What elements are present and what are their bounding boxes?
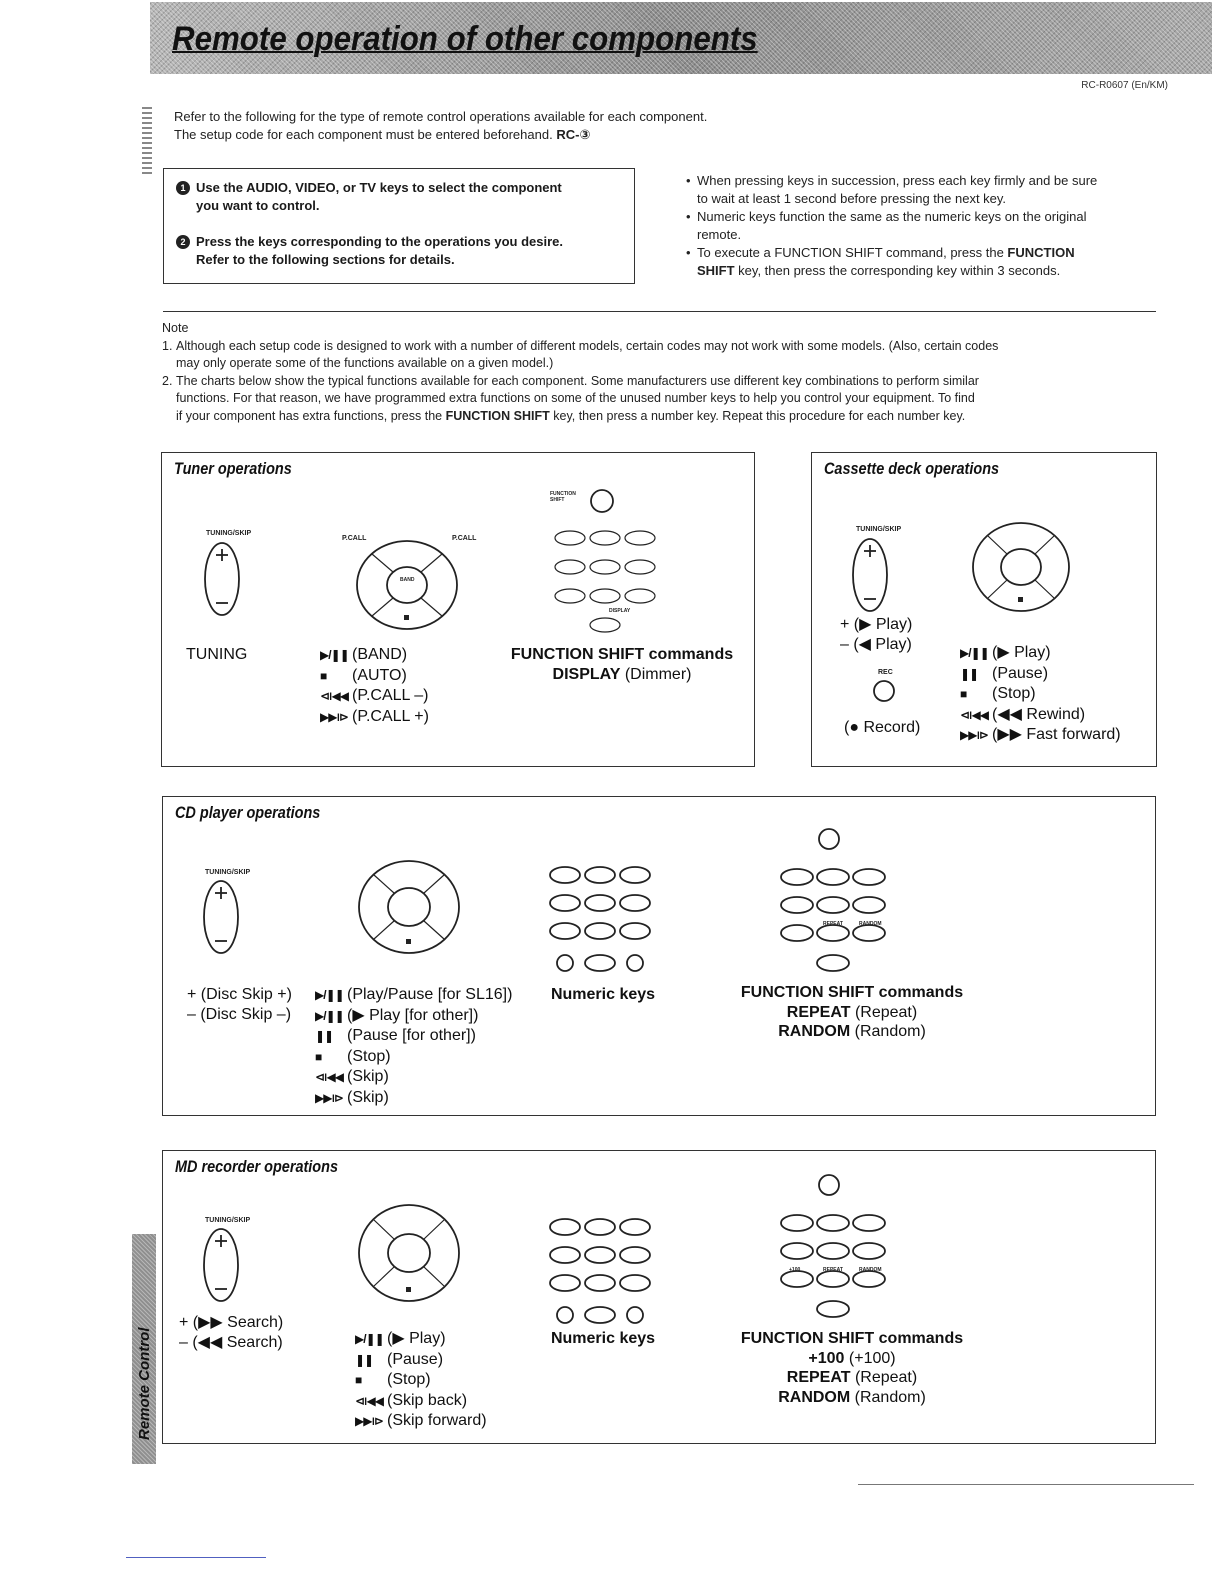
list-item [355,1411,487,1432]
key-function: (▶▶ Fast forward) [992,726,1121,743]
tip-line [697,244,1156,262]
tip-1 [686,172,1156,208]
key-function: (◀◀ Rewind) [992,705,1086,723]
md-numeric-label [543,1329,663,1349]
numeric-keys-label: Numeric keys [550,986,656,1003]
fs-function: (Repeat) [850,1369,918,1386]
key-symbol: ⧏◀◀ [320,689,349,703]
note-line: may only operate some of the functions available on a given model.) [176,356,554,370]
list-item [320,707,429,728]
fs-key: REPEAT [786,1369,851,1386]
fs-title: FUNCTION SHIFT commands [740,1330,964,1347]
cd-numeric-label [543,985,663,1005]
display-key-label: DISPLAY [609,608,631,614]
tip-text: key, then press the corresponding key within 3 seconds. [734,263,1061,278]
tip-bold: FUNCTION [1007,245,1075,260]
key-symbol: ▶/❚❚ [960,646,989,660]
tip-line: • Numeric keys function the same as the numeric keys on the original [697,209,1087,224]
page-title: Remote operation of other components [172,20,758,58]
tuning-skip-label: TUNING/SKIP [206,530,252,537]
transport-pad [350,537,464,633]
key-symbol: ▶▶⧐ [355,1414,384,1428]
fs-function: (Dimmer) [620,665,692,683]
list-item [315,1067,512,1088]
rec-key [872,679,896,703]
note-2 [162,373,1156,426]
fs-function: (Random) [850,1388,926,1406]
tip-line: to wait at least 1 second before pressing the next key. [697,191,1007,206]
tip-bold: SHIFT [697,263,735,278]
tip-2 [686,208,1156,244]
fs-key: REPEAT [786,1003,851,1021]
function-shift-text: SHIFT [550,497,565,503]
key-symbol: ❚❚ [315,1029,334,1043]
note-index: 2. [162,373,173,388]
tuner-key-list [320,645,429,727]
minus-key-label: – (Disc Skip –) [187,1006,292,1023]
key-function: (Skip forward) [387,1412,487,1429]
tuning-skip-key [200,539,244,619]
list-item [355,1329,487,1350]
note-line: Although each setup code is designed to work with a number of different models, certain codes may not work with some models. (Also, certain codes [176,338,999,353]
step-2 [176,233,622,269]
intro-line-2 [174,126,707,144]
rec-key-label: REC [878,669,893,676]
cassette-title: Cassette deck operations [824,459,1000,478]
key-symbol: ▶/❚❚ [315,988,344,1002]
fs-function: (+100) [844,1349,896,1367]
key-symbol: ▶/❚❚ [315,1008,344,1023]
plus-key-label: + (▶▶ Search) [179,1314,284,1331]
note-line: functions. For that reason, we have programmed extra functions on some of the unused number keys to help you control your equipment. To find [176,391,975,405]
plus-key-label: + (▶ Play) [840,616,913,633]
fs-function: (Repeat) [850,1003,918,1021]
key-function: (BAND) [352,646,408,663]
record-label: (● Record) [844,719,921,736]
key-symbol: ▶▶⧐ [960,728,989,742]
key-function: (Skip back) [387,1391,468,1409]
key-symbol: ■ [355,1373,362,1387]
key-symbol: ⧏◀◀ [315,1070,344,1084]
cassette-key-list [960,643,1121,746]
md-title: MD recorder operations [175,1157,339,1176]
cd-title: CD player operations [175,803,321,822]
key-function: (Pause [for other]) [347,1027,476,1044]
tuning-skip-key [199,877,243,957]
key-symbol: ❚❚ [960,666,979,681]
step-number: 1 [176,181,190,195]
note-text: if your component has extra functions, press the [176,408,446,423]
divider [163,311,1156,312]
step-text: Press the keys corresponding to the operations you desire. [196,234,563,249]
model-code: RC-R0607 (En/KM) [1081,80,1168,91]
numeric-keys-label: Numeric keys [550,1330,656,1347]
list-item [315,985,512,1006]
function-shift-keypad [777,1173,913,1323]
note-1 [162,338,1156,373]
key-function: (Stop) [992,685,1036,702]
bottom-blue-rule [126,1557,266,1558]
md-panel [162,1150,1156,1444]
tip-line: • When pressing keys in succession, press each key firmly and be sure [697,173,1098,188]
fs-key: +100 [808,1349,845,1367]
transport-pad [353,857,465,957]
key-function: (P.CALL +) [352,707,429,725]
key-function: (▶ Play [for other]) [347,1006,479,1024]
bottom-rule [858,1484,1194,1485]
fs-title: FUNCTION SHIFT commands [510,646,734,663]
list-item [355,1391,487,1412]
list-item [315,1006,512,1027]
key-function: (Skip) [347,1068,389,1085]
md-key-list [355,1329,487,1432]
steps-box [163,168,635,284]
step-text: you want to control. [196,198,320,213]
key-symbol: ▶/❚❚ [355,1332,384,1346]
tip-text: To execute a FUNCTION SHIFT command, press the [697,245,1008,260]
page-reference: RC-③ [556,127,591,142]
tuning-skip-label: TUNING/SKIP [856,526,902,533]
key-function: (Stop) [387,1371,431,1388]
tuning-skip-key [199,1225,243,1305]
fs-key: DISPLAY [552,665,621,683]
transport-pad [353,1201,465,1305]
function-shift-text: FUNCTION [550,491,576,497]
key-symbol: ⧏◀◀ [355,1393,384,1408]
list-item [960,643,1121,664]
tip-line [697,262,1156,280]
cd-function-shift [727,983,977,1042]
list-item [320,686,429,707]
key-symbol: ▶▶⧐ [320,709,349,724]
repeat-key-label: REPEAT [823,1267,843,1273]
tuner-panel [161,452,755,767]
list-item [315,1047,512,1068]
key-function: (Skip) [347,1088,389,1106]
note-line [176,408,1156,426]
intro-line-1: Refer to the following for the type of remote control operations available for each component. [174,109,708,124]
numeric-keypad [547,859,659,979]
cassette-panel [811,452,1157,767]
minus-key-label: – (◀◀ Search) [179,1334,283,1351]
tuner-title: Tuner operations [174,459,292,478]
list-item [320,645,429,666]
list-item [315,1026,512,1047]
random-key-label: RANDOM [859,1267,882,1273]
fs-title: FUNCTION SHIFT commands [740,984,964,1001]
note-heading: Note [162,321,189,335]
key-symbol: ■ [960,687,967,701]
key-function: (AUTO) [352,666,407,684]
list-item [355,1350,487,1371]
title-banner [150,2,1212,74]
tips-list [686,172,1156,280]
fs-key: RANDOM [778,1023,851,1040]
tuner-function-shift [492,645,752,684]
key-function: (Stop) [347,1047,391,1065]
plus100-key-label: +100 [789,1267,801,1273]
list-item [960,725,1121,746]
key-function: (P.CALL –) [352,687,429,704]
list-item [355,1370,487,1391]
side-tab-label: Remote Control [136,1327,153,1440]
list-item [960,664,1121,685]
band-key-label: BAND [400,577,415,583]
p-call-right-label: P.CALL [452,535,477,542]
tuning-label: TUNING [186,646,248,663]
key-function: (Play/Pause [for SL16]) [347,986,513,1003]
fs-function: (Random) [850,1023,926,1040]
p-call-left-label: P.CALL [342,535,367,542]
intro-line-2-text: The setup code for each component must be entered beforehand. [174,127,557,142]
intro-text [174,108,707,144]
numeric-keypad [547,1211,659,1331]
md-function-shift [727,1329,977,1407]
fs-key: RANDOM [778,1388,851,1406]
key-symbol: ❚❚ [355,1352,374,1367]
edge-mark [142,104,152,174]
note-line: The charts below show the typical functions available for each component. Some manufacturers use different key combinations to perform similar [176,373,979,388]
keypad [552,487,662,635]
minus-key-label: – (◀ Play) [840,636,912,653]
list-item [320,666,429,687]
tip-3 [686,244,1156,280]
tuning-skip-key [848,535,892,615]
key-symbol: ■ [320,668,327,683]
plus-key-label: + (Disc Skip +) [187,986,292,1003]
key-function: (Pause) [992,664,1049,682]
key-function: (▶ Play) [992,644,1051,661]
key-symbol: ▶▶⧐ [315,1090,344,1105]
key-function: (▶ Play) [387,1330,446,1347]
step-1 [176,179,622,215]
repeat-key-label: REPEAT [823,921,843,927]
list-item [315,1088,512,1109]
step-text: Refer to the following sections for details. [196,252,455,267]
tuning-skip-label: TUNING/SKIP [205,1217,251,1224]
random-key-label: RANDOM [859,921,882,927]
key-symbol: ▶/❚❚ [320,648,349,662]
list-item [960,705,1121,726]
step-number: 2 [176,235,190,249]
note-text: key, then press a number key. Repeat this procedure for each number key. [549,408,966,423]
note-index: 1. [162,338,173,353]
key-function: (Pause) [387,1350,444,1368]
key-symbol: ■ [315,1049,322,1064]
note-section [162,320,1156,425]
note-bold: FUNCTION SHIFT [445,408,550,423]
cd-key-list [315,985,512,1108]
function-shift-keypad [777,827,913,977]
cd-panel [162,796,1156,1116]
tuning-skip-label: TUNING/SKIP [205,869,251,876]
transport-pad [968,519,1074,615]
tip-line: remote. [697,227,742,242]
key-symbol: ⧏◀◀ [960,707,989,722]
list-item [960,684,1121,705]
step-text: Use the AUDIO, VIDEO, or TV keys to select the component [196,180,562,195]
